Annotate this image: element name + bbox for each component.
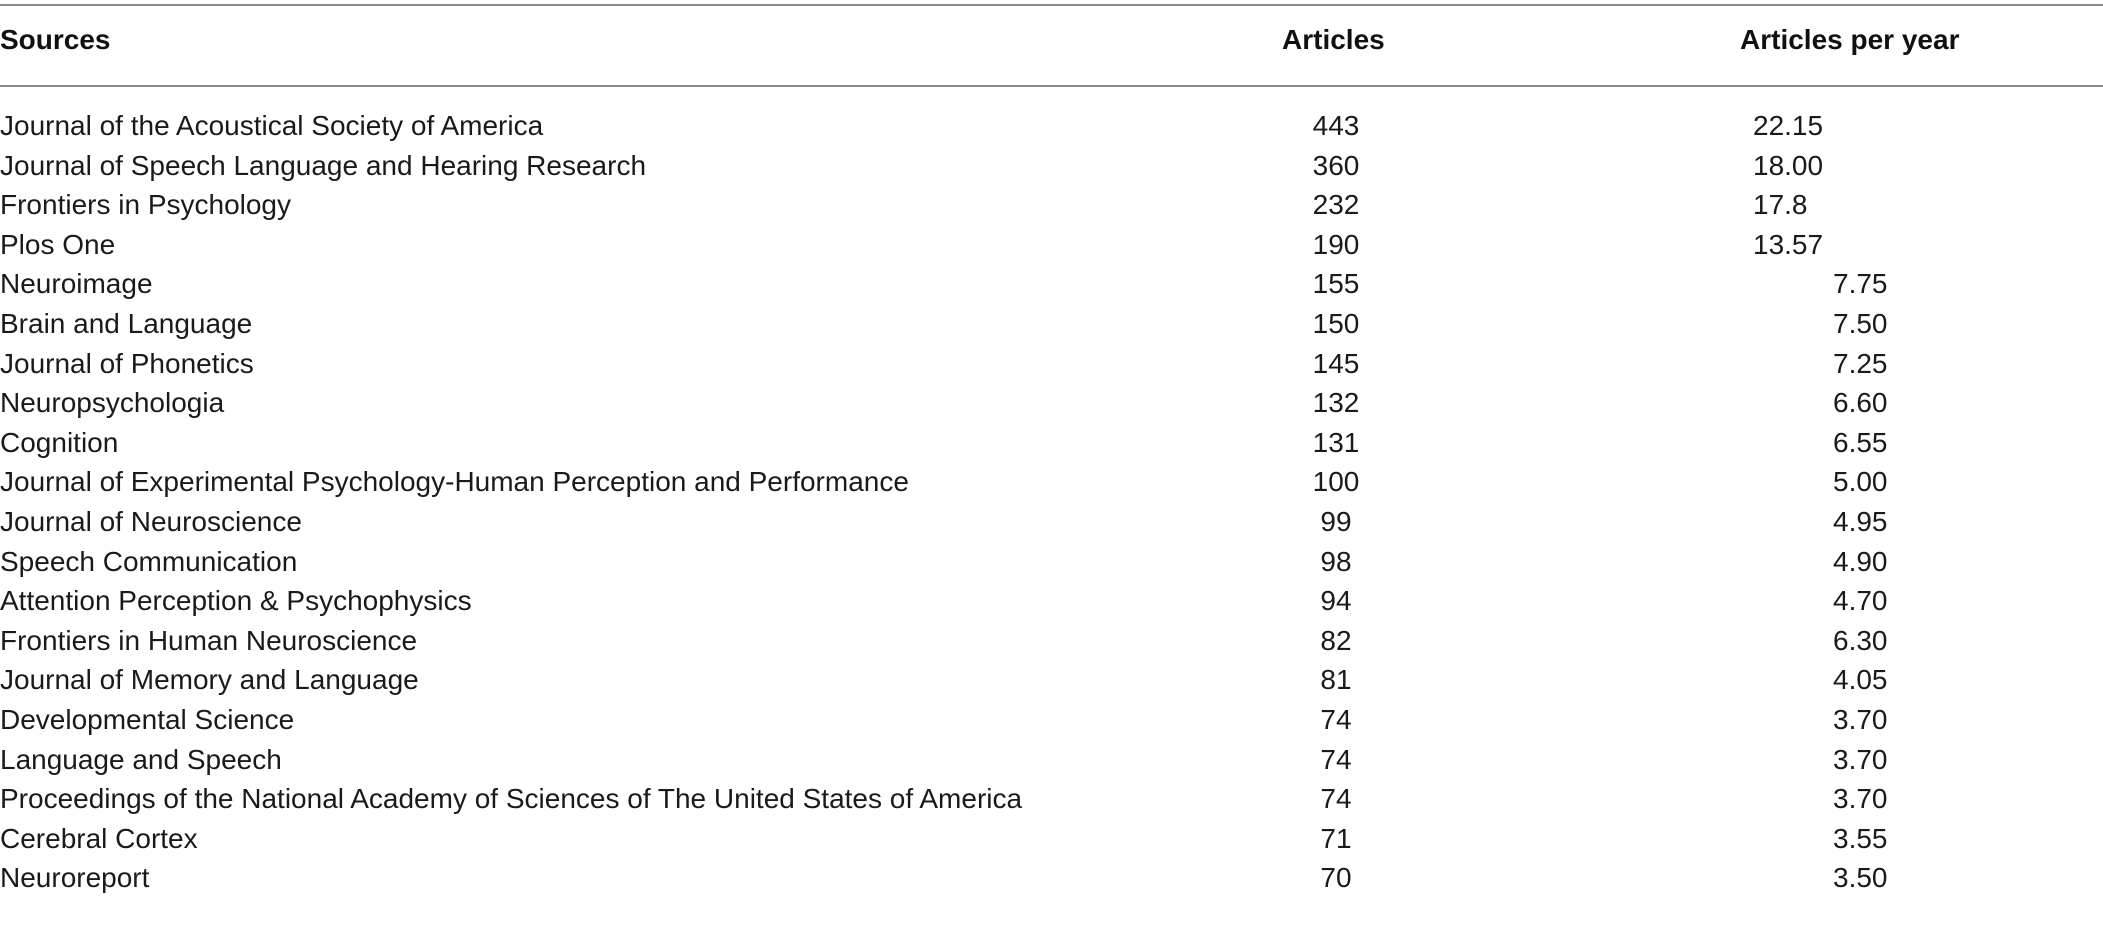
per-year-cell: 5.00 [1833,466,1888,498]
source-cell: Journal of Neuroscience [0,505,302,537]
table-row [0,621,2103,661]
source-cell: Neuroreport [0,862,150,894]
articles-cell: 150 [1312,307,1360,339]
per-year-cell: 3.50 [1833,862,1888,894]
source-cell: Neuropsychologia [0,387,225,419]
source-cell: Speech Communication [0,545,298,577]
header-articles-per-year: Articles per year [1740,24,1960,55]
table-row [0,106,2103,146]
per-year-cell: 18.00 [1753,149,1824,181]
per-year-cell: 22.15 [1753,110,1824,141]
per-year-cell: 4.95 [1833,505,1888,537]
source-cell: Proceedings of the National Academy of Sciences of The United States of America [0,783,1023,815]
articles-cell: 360 [1312,149,1360,181]
table-row [0,225,2103,265]
per-year-cell: 3.70 [1833,703,1888,735]
table-row [0,185,2103,225]
source-cell: Neuroimage [0,268,153,300]
per-year-cell: 4.05 [1833,664,1888,696]
source-cell: Cerebral Cortex [0,822,198,854]
source-cell: Developmental Science [0,703,295,735]
header-sources: Sources [0,24,111,55]
articles-cell: 98 [1320,545,1352,577]
source-cell: Brain and Language [0,307,253,339]
source-cell: Cognition [0,426,119,458]
articles-cell: 74 [1320,743,1352,775]
articles-cell: 94 [1320,585,1352,617]
per-year-cell: 6.55 [1833,426,1888,458]
source-cell: Language and Speech [0,743,282,775]
table-row [0,344,2103,384]
per-year-cell: 7.75 [1833,268,1888,300]
articles-cell: 74 [1320,703,1352,735]
table-row [0,858,2103,898]
per-year-cell: 7.25 [1833,347,1888,379]
table-row [0,740,2103,780]
table-header-rule [0,85,2103,87]
source-cell: Attention Perception & Psychophysics [0,585,472,617]
table-row [0,304,2103,344]
table-row [0,779,2103,819]
per-year-cell: 3.70 [1833,783,1888,815]
per-year-cell: 6.60 [1833,387,1888,419]
per-year-cell: 3.70 [1833,743,1888,775]
articles-cell: 131 [1312,426,1360,458]
per-year-cell: 4.90 [1833,545,1888,577]
source-cell: Frontiers in Psychology [0,189,292,221]
table-header-row [0,24,2103,64]
articles-cell: 145 [1312,347,1360,379]
table-row [0,700,2103,740]
source-cell: Frontiers in Human Neuroscience [0,624,418,656]
table-row [0,146,2103,186]
table-row [0,542,2103,582]
articles-cell: 155 [1312,268,1360,300]
source-cell: Journal of Experimental Psychology-Human Perception and Performance [0,466,909,498]
per-year-cell: 13.57 [1753,228,1824,260]
table-row [0,462,2103,502]
source-cell: Plos One [0,228,116,260]
source-cell: Journal of the Acoustical Society of America [0,110,544,141]
table-row [0,581,2103,621]
table-top-rule [0,4,2103,6]
table-body [0,106,2103,898]
articles-cell: 82 [1320,624,1352,656]
articles-cell: 71 [1320,822,1352,854]
articles-cell: 74 [1320,783,1352,815]
table-row [0,423,2103,463]
articles-cell: 132 [1312,387,1360,419]
articles-cell: 190 [1312,228,1360,260]
articles-cell: 232 [1312,189,1360,221]
table-row [0,819,2103,859]
table-row [0,264,2103,304]
per-year-cell: 17.8 [1753,189,1808,221]
table-row [0,383,2103,423]
articles-cell: 100 [1312,466,1360,498]
source-cell: Journal of Phonetics [0,347,254,379]
articles-cell: 99 [1320,505,1352,537]
source-cell: Journal of Speech Language and Hearing Research [0,149,647,181]
per-year-cell: 6.30 [1833,624,1888,656]
per-year-cell: 3.55 [1833,822,1888,854]
articles-cell: 81 [1320,664,1352,696]
table-row [0,502,2103,542]
per-year-cell: 7.50 [1833,307,1888,339]
articles-cell: 443 [1312,110,1360,141]
articles-cell: 70 [1320,862,1352,894]
table-row [0,660,2103,700]
source-cell: Journal of Memory and Language [0,664,419,696]
per-year-cell: 4.70 [1833,585,1888,617]
header-articles: Articles [1282,24,1385,55]
